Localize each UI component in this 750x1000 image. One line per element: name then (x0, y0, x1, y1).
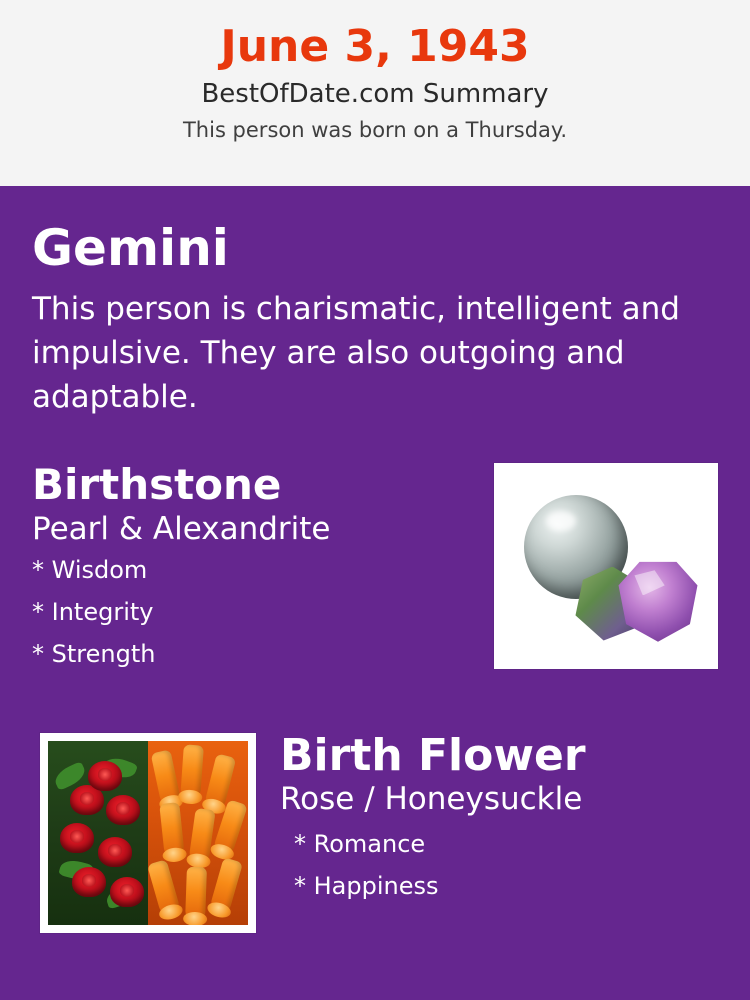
header (0, 0, 750, 180)
rose-graphic (110, 877, 144, 907)
roses-photo-half (48, 741, 148, 925)
birthstone-image (494, 463, 718, 669)
birth-flower-trait: * Happiness (294, 871, 439, 900)
birthstone-trait: * Strength (32, 639, 156, 668)
zodiac-description: This person is charismatic, intelligent and impulsive. They are also outgoing and adaptable. (32, 290, 680, 415)
birth-flower-image-inner (48, 741, 248, 925)
site-summary-label: BestOfDate.com Summary (201, 79, 549, 110)
rose-graphic (106, 795, 140, 825)
honeysuckle-bloom (209, 857, 243, 914)
honeysuckle-photo-half (148, 741, 248, 925)
birthstone-text-block (32, 459, 462, 668)
honeysuckle-bloom (148, 859, 181, 916)
honeysuckle-bloom (180, 744, 204, 799)
birth-flower-image (40, 733, 256, 933)
birth-flower-heading: Birth Flower (280, 729, 586, 781)
birthstone-trait: * Wisdom (32, 555, 148, 584)
rose-graphic (60, 823, 94, 853)
rose-graphic (72, 867, 106, 897)
zodiac-section (32, 219, 718, 419)
alexandrite-graphic (574, 553, 702, 651)
birthstone-section (32, 459, 718, 693)
birth-flower-trait: * Romance (294, 829, 426, 858)
honeysuckle-bloom (188, 807, 215, 863)
birthstone-image-inner (502, 471, 710, 661)
page-title-date: June 3, 1943 (220, 21, 530, 72)
rose-graphic (98, 837, 132, 867)
birth-flower-text-block (280, 729, 718, 900)
birth-flower-names: Rose / Honeysuckle (280, 780, 583, 817)
zodiac-sign-title: Gemini (32, 219, 229, 277)
birthstone-names: Pearl & Alexandrite (32, 510, 331, 547)
rose-graphic (88, 761, 122, 791)
birth-day-note: This person was born on a Thursday. (182, 117, 568, 142)
content-panel (0, 186, 750, 1000)
birth-flower-section (32, 729, 718, 953)
honeysuckle-bloom (159, 802, 185, 858)
honeysuckle-bloom (151, 749, 182, 806)
birthstone-trait: * Integrity (32, 597, 154, 626)
birthstone-heading: Birthstone (32, 459, 282, 509)
honeysuckle-bloom (185, 866, 207, 921)
